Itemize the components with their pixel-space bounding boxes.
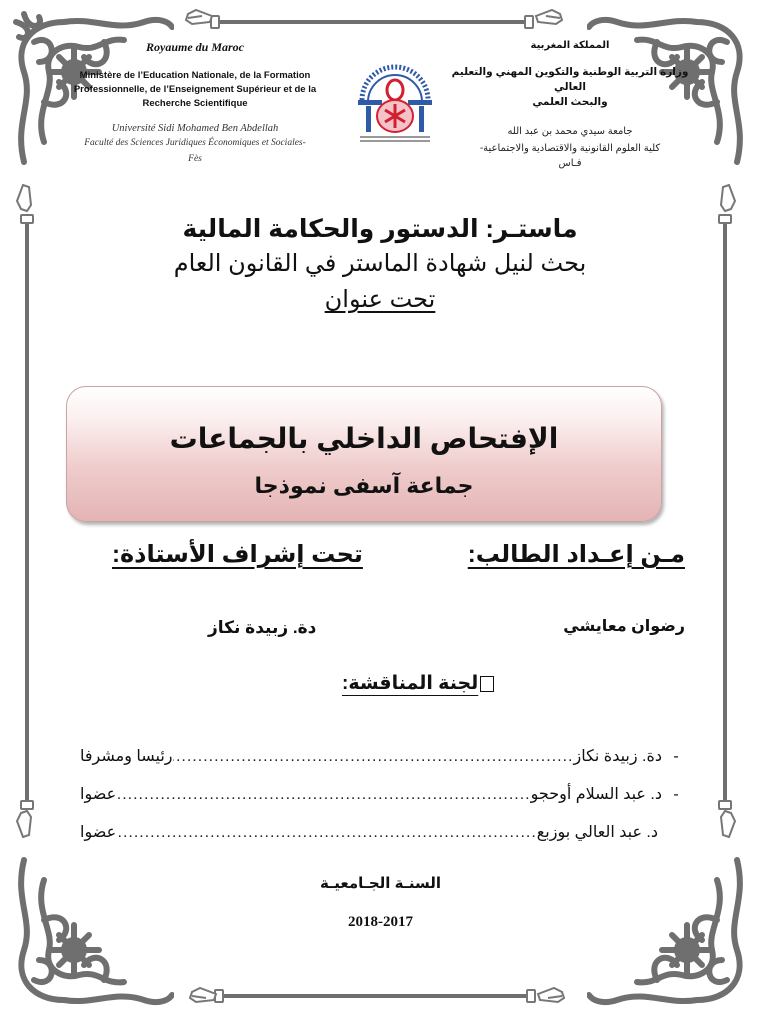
- checkbox-glyph-icon: [480, 676, 494, 692]
- university-ar: جامعة سيدي محمد بن عبد الله: [507, 126, 633, 137]
- subject-box: [66, 386, 662, 522]
- list-dash: -: [673, 786, 679, 803]
- master-title: ماستـر: الدستور والحكامة المالية: [182, 215, 578, 243]
- jury-member-row: [80, 746, 690, 784]
- city-fr: Fès: [188, 154, 202, 164]
- pointing-hand-icon: [534, 6, 564, 30]
- frame-left-rule: [25, 222, 29, 802]
- frame-bottom-rule: [222, 994, 528, 998]
- jury-label-text: لجنة المناقشة:: [342, 673, 479, 694]
- university-fr: Université Sidi Mohamed Ben Abdellah: [111, 123, 279, 134]
- faculty-ar: كلية العلوم القانونية والاقتصادية والاجتماعية-: [479, 143, 661, 154]
- thesis-purpose: بحث لنيل شهادة الماستر في القانون العام: [173, 250, 587, 277]
- list-dash: -: [673, 748, 679, 765]
- ministry-ar-line1: وزارة التربية الوطنية والتكوين المهني والتعليم العالي: [451, 66, 689, 93]
- jury-member-role: عضوا: [80, 786, 117, 803]
- pointing-hand-icon: [13, 183, 37, 213]
- dot-leader: [173, 748, 574, 766]
- city-ar: فـاس: [558, 158, 582, 169]
- pointing-hand-icon: [536, 984, 566, 1008]
- ministry-ar-line2: والبحث العلمي: [532, 96, 608, 108]
- academic-year: 2018-2017: [348, 914, 413, 930]
- hand-cuff-icon: [524, 15, 534, 29]
- jury-label: [342, 672, 494, 695]
- header-french: [62, 40, 328, 166]
- hand-cuff-icon: [718, 214, 732, 224]
- jury-member-role: رئيسا ومشرفا: [80, 748, 173, 765]
- jury-member-name: د. عبد السلام أوحجو: [530, 786, 662, 803]
- frame-top-rule: [218, 20, 528, 24]
- supervisor-label: تحت إشراف الأستاذة:: [112, 541, 363, 568]
- subject-subtitle: جماعة آسفى نموذجا: [254, 473, 474, 498]
- student-name: رضوان معايشي: [563, 618, 685, 635]
- pointing-hand-icon: [188, 984, 218, 1008]
- pointing-hand-icon: [13, 809, 37, 839]
- hand-cuff-icon: [526, 989, 536, 1003]
- header-arabic: [450, 40, 690, 169]
- jury-member-name: د. عبد العالي بوزبع: [536, 824, 658, 841]
- subject-title: الإفتحاص الداخلي بالجماعات: [169, 423, 559, 454]
- frame-right-rule: [723, 222, 727, 802]
- under-title-text: تحت عنوان: [324, 286, 436, 313]
- pointing-hand-icon: [715, 809, 739, 839]
- pointing-hand-icon: [184, 6, 214, 30]
- kingdom-fr: Royaume du Maroc: [145, 40, 244, 54]
- jury-list: [80, 746, 690, 860]
- jury-member-name: دة. زبيدة نكاز: [573, 748, 662, 765]
- supervisor-name: دة. زبيدة نكاز: [208, 618, 317, 637]
- hand-cuff-icon: [20, 214, 34, 224]
- title-block: [150, 212, 610, 318]
- dot-leader: [116, 824, 537, 842]
- under-title-label: [150, 282, 610, 318]
- pointing-hand-icon: [715, 183, 739, 213]
- academic-year-label: السنـة الجـامعيـة: [320, 875, 441, 892]
- jury-member-role: عضوا: [80, 824, 117, 841]
- jury-member-row: [80, 784, 690, 822]
- student-label: مـن إعـداد الطالب:: [467, 541, 685, 568]
- university-emblem-icon: [352, 50, 438, 148]
- jury-member-row: [80, 822, 690, 860]
- kingdom-ar: المملكة المغربية: [530, 40, 610, 51]
- dot-leader: [116, 786, 530, 804]
- ministry-fr: Ministère de l’Education Nationale, de la Formation Professionnelle, de l’Enseignement Supérieur et de la Recherche Scientifique: [73, 70, 317, 109]
- faculty-fr: Faculté des Sciences Juridiques Économiques et Sociales-: [84, 138, 306, 148]
